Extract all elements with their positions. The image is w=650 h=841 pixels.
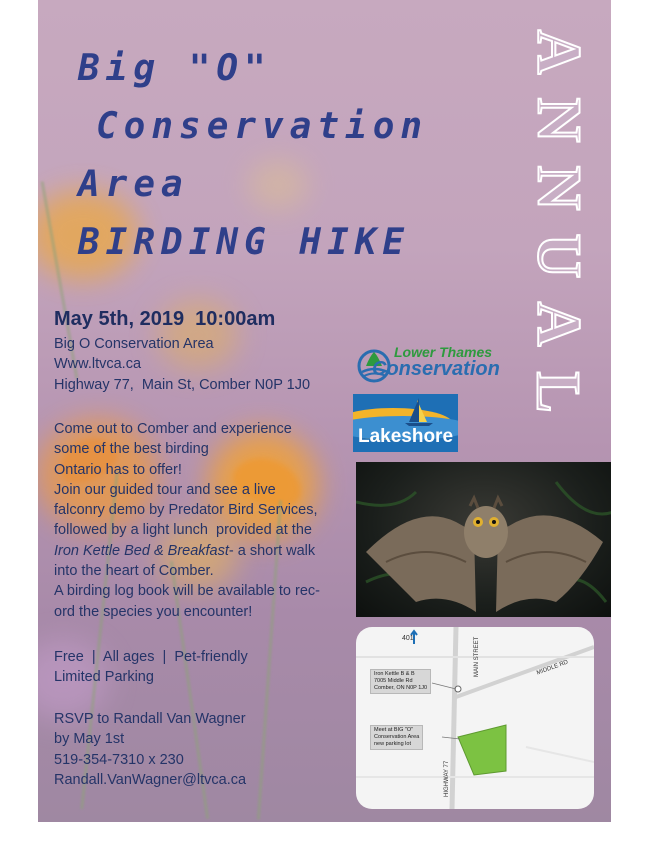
highway-77-label: HIGHWAY 77 (444, 760, 450, 797)
event-date-time: May 5th, 2019 10:00am (54, 308, 276, 330)
middle-rd-label: MIDDLE RD (535, 659, 570, 677)
owl-photo (356, 462, 611, 617)
annual-letter: N (524, 165, 592, 211)
description-line: some of the best birding (54, 441, 209, 458)
description-line: ord the species you encounter! (54, 603, 253, 620)
callout-line: 7005 Middle Rd (374, 678, 413, 684)
lakeshore-logo (353, 394, 458, 452)
bnb-callout (370, 669, 431, 694)
title-line: Area (78, 164, 189, 205)
ltc-name-line2: Conservation (372, 358, 500, 380)
annual-letter: A (524, 301, 592, 347)
rsvp-deadline: by May 1st (54, 731, 125, 748)
callout-line: Conservation Area (374, 734, 420, 740)
event-location (54, 334, 310, 395)
annual-vertical-text (518, 18, 598, 426)
callout-line: Comber, ON N0P 1J0 (374, 685, 428, 691)
event-description (54, 419, 320, 622)
owl-image (356, 462, 611, 617)
description-text: - a short walk (228, 542, 316, 559)
description-line: Ontario has to offer! (54, 461, 182, 478)
location-line: Big O Conservation Area (54, 336, 214, 352)
rsvp-contact (54, 709, 246, 790)
annual-letter: N (524, 97, 592, 143)
ltc-name-line1: Lower Thames (394, 344, 493, 360)
poster-title (78, 40, 428, 272)
description-line: Join our guided tour and see a live (54, 481, 276, 498)
phone-number[interactable]: 519-354-7310 x 230 (54, 751, 184, 768)
callout-line: new parking lot (374, 741, 411, 747)
description-line: A birding log book will be available to rec- (54, 583, 320, 600)
lakeshore-name: Lakeshore (357, 426, 454, 447)
description-line: Come out to Comber and experience (54, 421, 292, 437)
lower-thames-conservation-logo (356, 344, 516, 384)
description-line: followed by a light lunch provided at the (54, 522, 312, 539)
event-info (54, 647, 248, 688)
directions-map (356, 627, 594, 809)
info-line: Free | All ages | Pet-friendly (54, 649, 248, 665)
annual-letter: L (523, 371, 592, 413)
title-line: Conservation (96, 106, 429, 147)
main-street-label: MAIN STREET (474, 636, 480, 677)
title-line: BIRDING HIKE (78, 222, 411, 263)
annual-letter: U (524, 233, 592, 279)
email-link[interactable]: Randall.VanWagner@ltvca.ca (54, 771, 247, 788)
description-line (54, 541, 320, 561)
info-line: Limited Parking (54, 669, 154, 686)
poster (38, 0, 611, 822)
rsvp-line: RSVP to Randall Van Wagner (54, 711, 246, 727)
description-line: into the heart of Comber. (54, 563, 214, 580)
title-line: Big "O" (78, 48, 272, 89)
website-link[interactable]: Www.ltvca.ca (54, 356, 142, 373)
description-line: falconry demo by Predator Bird Services, (54, 502, 318, 519)
callout-line: Iron Kettle B & B (374, 671, 415, 677)
venue-name: Iron Kettle Bed & Breakfast (54, 542, 229, 559)
location-line: Highway 77, Main St, Comber N0P 1J0 (54, 376, 311, 393)
parking-callout (370, 725, 423, 750)
highway-401-label: 401 (402, 635, 414, 642)
annual-letter: A (524, 29, 592, 75)
callout-line: Meet at BIG "O" (374, 727, 414, 733)
